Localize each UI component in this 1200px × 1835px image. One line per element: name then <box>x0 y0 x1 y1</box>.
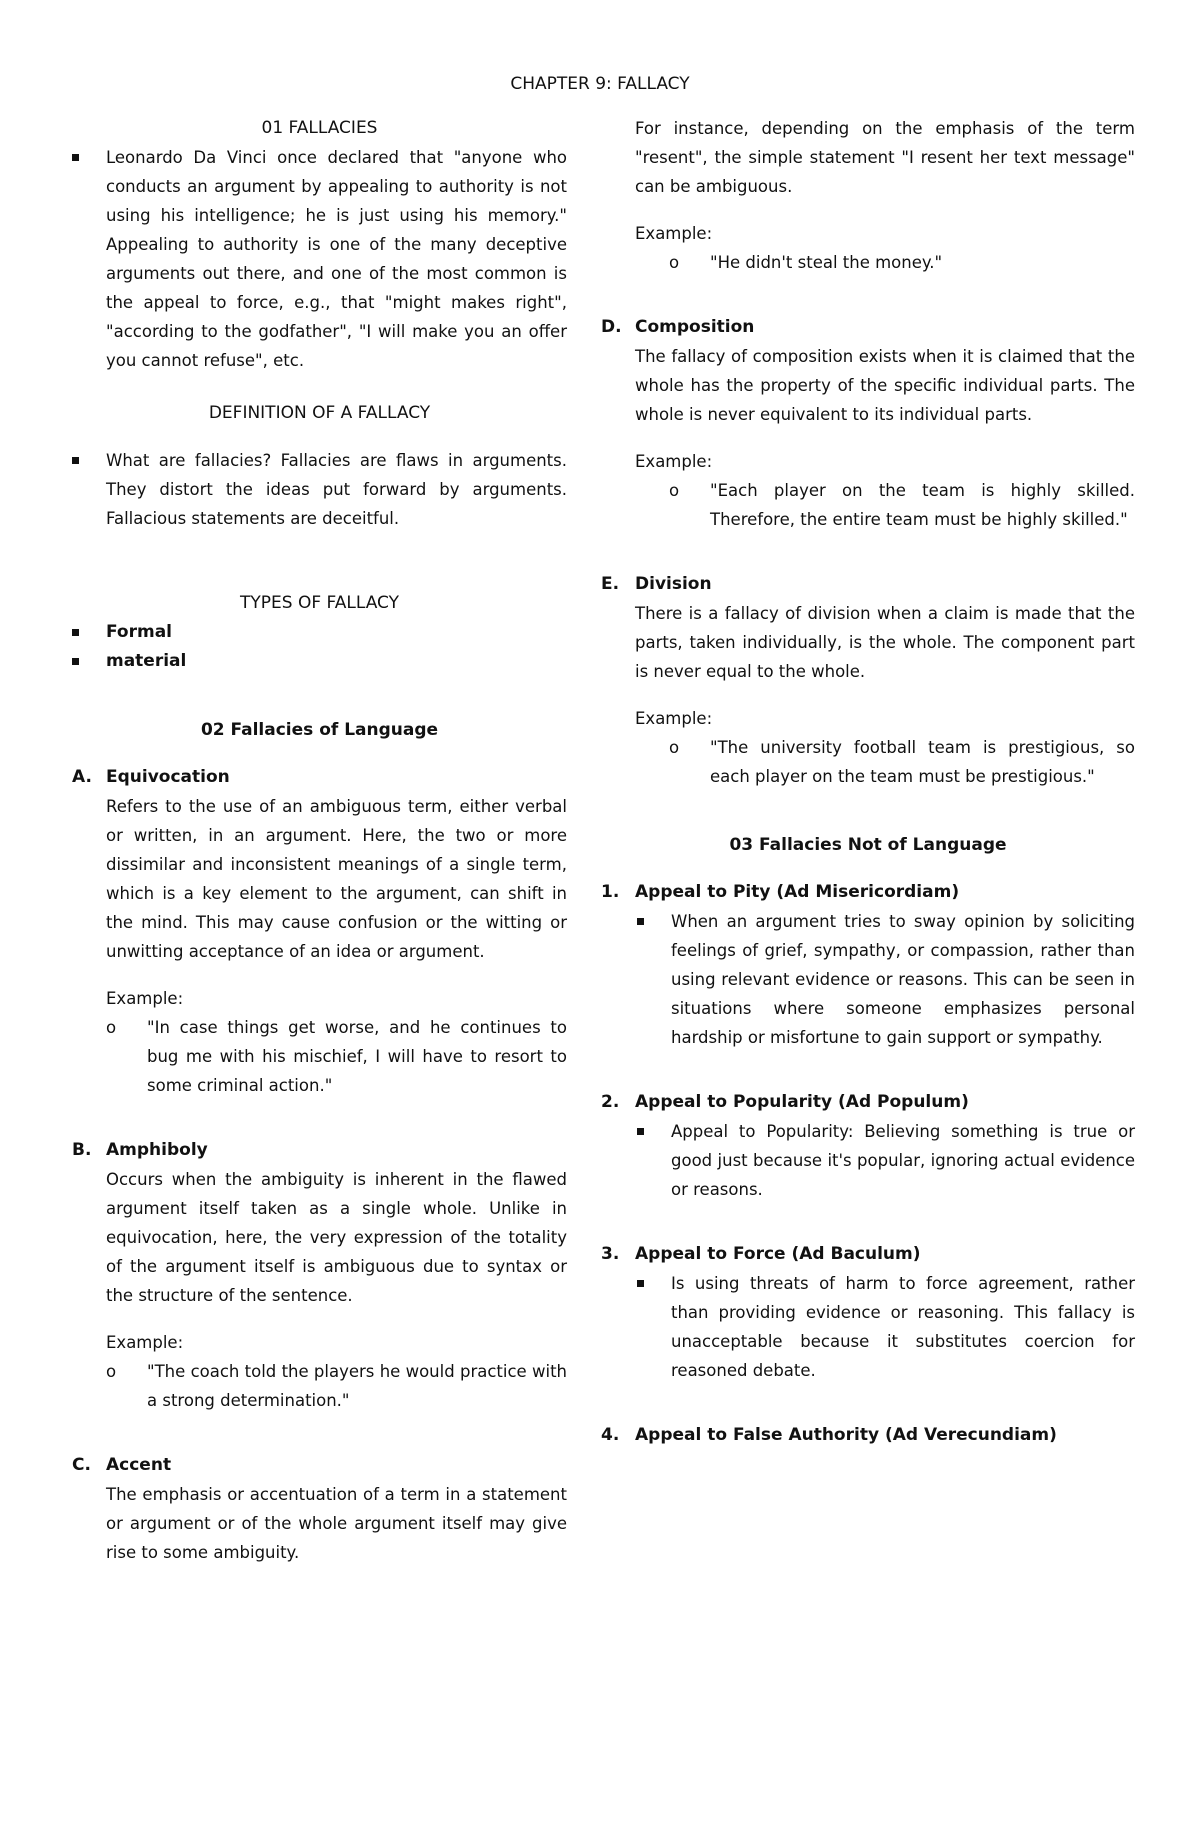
square-bullet-icon <box>637 1280 644 1287</box>
list-item <box>669 476 1135 534</box>
appeal-to-popularity-text: Appeal to Popularity: Believing something is true or good just because it's popular, ignoring actual evidence or reasons. <box>671 1122 1135 1199</box>
example-list <box>635 248 1135 277</box>
amphiboly-text: Occurs when the ambiguity is inherent in the flawed argument itself taken as a single whole. Unlike in equivocation, here, the very expression of the totality of the argument itself is ambiguous due to syntax or the structure of the sentence. <box>106 1170 567 1305</box>
section-01-text: Leonardo Da Vinci once declared that "anyone who conducts an argument by appealing to authority is not using his intelligence; he is just using his memory." Appealing to authority is one of the many deceptive arguments out there, and one of the most common is the appeal to force, e.g., that "might makes right", "according to the godfather", "I will make you an offer you cannot refuse", etc. <box>106 148 567 370</box>
list-item <box>106 1013 567 1100</box>
circle-bullet-icon: o <box>106 1018 117 1037</box>
amphiboly-heading <box>72 1136 567 1165</box>
list-item <box>635 1269 1135 1385</box>
appeal-to-force-heading <box>601 1240 1135 1269</box>
equivocation-text: Refers to the use of an ambiguous term, either verbal or written, in an argument. Here, the two or more dissimilar and inconsistent meanings of a single term, which is a key element to the argument, can shift in the mind. This may cause confusion or the witting or unwitting acceptance of an idea or argument. <box>106 797 567 961</box>
heading-marker: C. <box>72 1455 91 1475</box>
example-text: "In case things get worse, and he continues to bug me with his mischief, I will have to resort to some criminal action." <box>147 1018 567 1095</box>
example-text: "The coach told the players he would practice with a strong determination." <box>147 1362 567 1410</box>
circle-bullet-icon: o <box>106 1362 117 1381</box>
list-item <box>72 647 567 676</box>
square-bullet-icon <box>72 658 79 665</box>
example-list <box>635 476 1135 534</box>
example-label: Example: <box>106 989 184 1008</box>
example-label: Example: <box>635 452 713 471</box>
example-list <box>72 1357 567 1415</box>
chapter-title: CHAPTER 9: FALLACY <box>510 74 690 94</box>
heading-title: Appeal to Popularity (Ad Populum) <box>635 1092 969 1112</box>
heading-marker: D. <box>601 317 622 337</box>
list-item <box>669 733 1135 791</box>
appeal-to-force-bullets <box>635 1269 1135 1385</box>
heading-title: Equivocation <box>106 767 230 787</box>
heading-marker: A. <box>72 767 92 787</box>
heading-title: Appeal to False Authority (Ad Verecundiam) <box>635 1425 1057 1445</box>
appeal-to-force-text: Is using threats of harm to force agreement, rather than providing evidence or reasoning. This fallacy is unacceptable because it substitutes coercion for reasoned debate. <box>671 1274 1135 1380</box>
section-03-heading: 03 Fallacies Not of Language <box>729 835 1007 855</box>
example-text: "Each player on the team is highly skilled. Therefore, the entire team must be highly skilled." <box>710 481 1135 529</box>
heading-title: Composition <box>635 317 755 337</box>
example-label: Example: <box>635 709 713 728</box>
example-label: Example: <box>635 224 713 243</box>
composition-heading <box>601 313 1135 342</box>
accent-heading <box>72 1451 567 1480</box>
types-list <box>72 618 567 676</box>
left-column <box>72 114 567 1567</box>
appeal-to-false-authority-heading <box>601 1421 1135 1450</box>
square-bullet-icon <box>72 629 79 636</box>
list-item <box>72 143 567 375</box>
list-item <box>635 1117 1135 1204</box>
appeal-to-pity-text: When an argument tries to sway opinion by soliciting feelings of grief, sympathy, or compassion, rather than using relevant evidence or reasons. This can be seen in situations where someone emphasizes personal hardship or misfortune to gain support or sympathy. <box>671 912 1135 1047</box>
division-heading <box>601 570 1135 599</box>
appeal-to-popularity-bullets <box>635 1117 1135 1204</box>
types-heading: TYPES OF FALLACY <box>240 593 399 613</box>
example-label: Example: <box>106 1333 184 1352</box>
list-item <box>635 907 1135 1052</box>
list-item <box>106 1357 567 1415</box>
example-text: "The university football team is prestigious, so each player on the team must be prestigious." <box>710 738 1135 786</box>
list-item <box>72 446 567 533</box>
accent-continued-text: For instance, depending on the emphasis of the term "resent", the simple statement "I resent her text message" can be ambiguous. <box>635 119 1135 196</box>
heading-marker: 2. <box>601 1092 620 1112</box>
heading-marker: 4. <box>601 1425 620 1445</box>
list-item <box>669 248 1135 277</box>
heading-title: Amphiboly <box>106 1140 208 1160</box>
accent-text: The emphasis or accentuation of a term in a statement or argument or of the whole argument itself may give rise to some ambiguity. <box>106 1485 567 1562</box>
division-text: There is a fallacy of division when a claim is made that the parts, taken individually, is the whole. The component part is never equal to the whole. <box>635 604 1135 681</box>
heading-marker: 1. <box>601 882 620 902</box>
square-bullet-icon <box>637 1128 644 1135</box>
type-formal: Formal <box>106 622 172 642</box>
circle-bullet-icon: o <box>669 253 680 272</box>
definition-heading: DEFINITION OF A FALLACY <box>208 403 431 423</box>
type-material: material <box>106 651 187 671</box>
section-01-bullets <box>72 143 567 375</box>
equivocation-heading <box>72 763 567 792</box>
definition-text: What are fallacies? Fallacies are flaws in arguments. They distort the ideas put forward by arguments. Fallacious statements are deceitful. <box>106 451 567 528</box>
example-list <box>635 733 1135 791</box>
example-text: "He didn't steal the money." <box>710 253 943 272</box>
appeal-to-pity-heading <box>601 878 1135 907</box>
heading-marker: B. <box>72 1140 92 1160</box>
circle-bullet-icon: o <box>669 481 680 500</box>
right-column <box>601 114 1135 1450</box>
heading-title: Appeal to Pity (Ad Misericordiam) <box>635 882 960 902</box>
appeal-to-popularity-heading <box>601 1088 1135 1117</box>
list-item <box>72 618 567 647</box>
square-bullet-icon <box>637 918 644 925</box>
appeal-to-pity-bullets <box>635 907 1135 1052</box>
heading-title: Appeal to Force (Ad Baculum) <box>635 1244 921 1264</box>
square-bullet-icon <box>72 457 79 464</box>
section-02-heading: 02 Fallacies of Language <box>200 720 439 740</box>
composition-text: The fallacy of composition exists when it is claimed that the whole has the property of the specific individual parts. The whole is never equivalent to its individual parts. <box>635 347 1135 424</box>
definition-bullets <box>72 446 567 533</box>
square-bullet-icon <box>72 154 79 161</box>
heading-title: Accent <box>106 1455 172 1475</box>
example-list <box>72 1013 567 1100</box>
circle-bullet-icon: o <box>669 738 680 757</box>
heading-marker: 3. <box>601 1244 620 1264</box>
section-01-heading: 01 FALLACIES <box>261 118 378 138</box>
heading-marker: E. <box>601 574 620 594</box>
heading-title: Division <box>635 574 712 594</box>
